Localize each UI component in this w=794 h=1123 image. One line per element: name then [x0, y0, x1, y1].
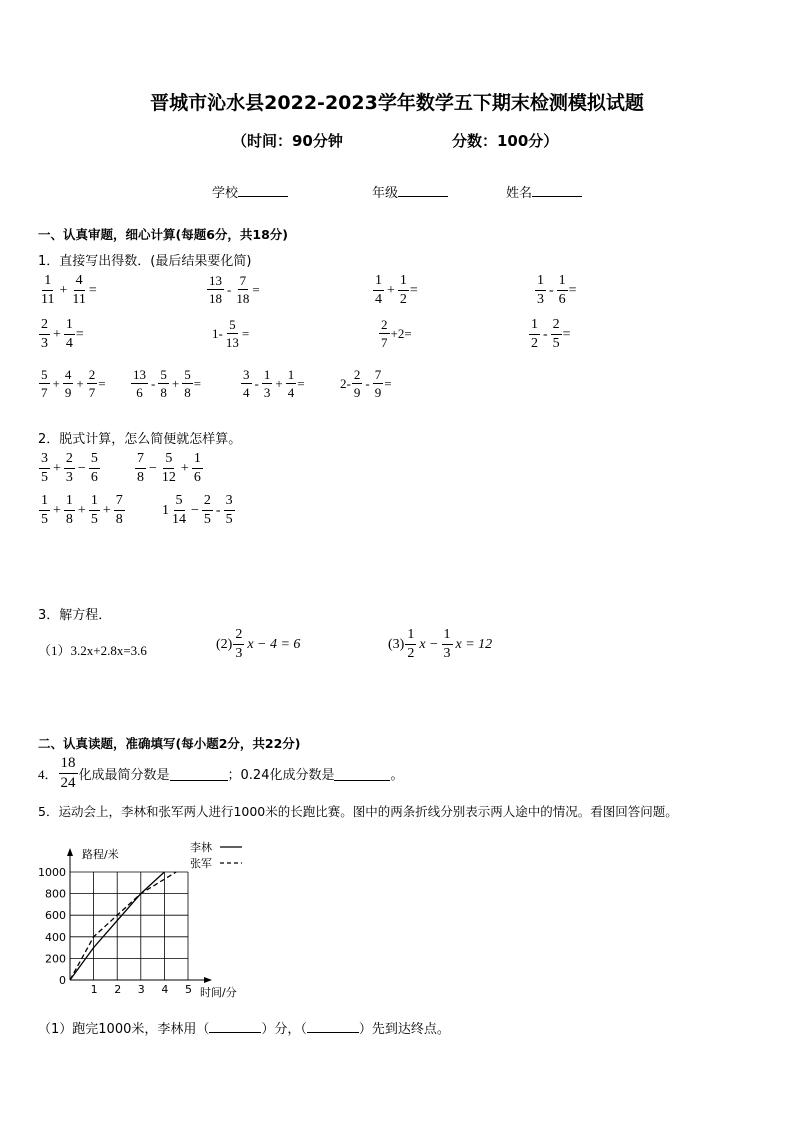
q1-r1-c: $\frac{1}{4}$ + $\frac{1}{2}$ =	[375, 273, 418, 307]
x-axis-label: 时间/分	[200, 986, 237, 999]
y-tick-1000: 1000	[38, 866, 66, 879]
q1-r2-b: 1- $\frac{5}{13}$ =	[212, 317, 250, 350]
q3-eq3: (3) $\frac{1}{2}$ x − $\frac{1}{3}$ x = 12	[388, 627, 493, 661]
exam-score: 分数：100分）	[452, 132, 559, 150]
q4-blank-2[interactable]	[334, 766, 390, 781]
y-tick-400: 400	[45, 930, 66, 944]
q1-r1-b: $\frac{13}{18}$ - $\frac{7}{18}$ =	[209, 273, 260, 306]
grade-field: 年级	[372, 182, 448, 201]
chart-grid	[70, 872, 188, 980]
q1-r2-d: $\frac{1}{2}$ - $\frac{2}{5}$ =	[531, 317, 571, 351]
x-tick-3: 3	[137, 983, 145, 996]
q2-d: 1 $\frac{5}{14}$ − $\frac{2}{5}$ - $\frac{3}{5}$	[162, 493, 233, 527]
q5-1-blank-2[interactable]	[307, 1018, 359, 1033]
legend-zhang: 张军	[190, 857, 212, 870]
q1-r2-c: $\frac{2}{7}$ +2=	[381, 317, 412, 350]
x-tick-5: 5	[185, 983, 192, 996]
y-tick-600: 600	[45, 909, 66, 923]
q1-r3-d: 2- $\frac{2}{9}$ - $\frac{7}{9}$ =	[340, 367, 392, 400]
q5-1: （1）跑完1000米，李林用（ ）分，（ ）先到达终点。	[38, 1018, 450, 1037]
legend-li: 李林	[190, 841, 212, 854]
q1-r3-a: $\frac{5}{7}$ + $\frac{4}{9}$ + $\frac{2}{7}$ =	[41, 367, 106, 400]
page-title: 晋城市沁水县2022-2023学年数学五下期末检测模拟试题	[150, 92, 644, 114]
y-tick-200: 200	[45, 952, 66, 966]
q1-r3-b: $\frac{13}{6}$ - $\frac{5}{8}$ + $\frac{5}{8}$ =	[133, 367, 202, 400]
q3-eq1: （1）3.2x+2.8x=3.6	[38, 643, 147, 658]
q1-r2-a: $\frac{2}{3}$ + $\frac{1}{4}$ =	[41, 317, 84, 351]
y-axis-label: 路程/米	[82, 848, 119, 861]
chart-legend	[190, 840, 242, 870]
x-tick-1: 1	[90, 983, 98, 996]
q2-b: $\frac{7}{8}$ − $\frac{5}{12}$ + $\frac{1}{6}$	[137, 451, 201, 485]
x-tick-2: 2	[114, 983, 122, 996]
section-1-heading: 一、认真审题，细心计算(每题6分，共18分)	[38, 227, 289, 242]
distance-time-chart	[30, 838, 260, 1008]
q3-label: 3．解方程．	[38, 608, 112, 623]
section-2-heading: 二、认真读题，准确填写(每小题2分，共22分)	[38, 736, 301, 751]
q4: 4． $\frac{18}{24}$ 化成最简分数是 ；0.24化成分数是 。	[38, 755, 404, 791]
q1-r3-c: $\frac{3}{4}$ - $\frac{1}{3}$ + $\frac{1}{4}$ =	[243, 367, 305, 400]
x-axis-arrow	[204, 977, 212, 983]
q2-label: 2．脱式计算，怎么简便就怎样算。	[38, 432, 242, 447]
y-axis-arrow	[67, 848, 73, 856]
q2-a: $\frac{3}{5}$ + $\frac{2}{3}$ − $\frac{5}{6}$	[41, 451, 98, 485]
name-field: 姓名	[506, 182, 582, 201]
y-tick-800: 800	[45, 887, 66, 901]
q2-c: $\frac{1}{5}$ + $\frac{1}{8}$ + $\frac{1}{5}$ + $\frac{7}{8}$	[41, 493, 123, 527]
q4-blank-1[interactable]	[170, 766, 228, 781]
q1-r1-a: $\frac{1}{11}$ + $\frac{4}{11}$ =	[41, 273, 97, 307]
school-field: 学校	[212, 182, 288, 201]
q1-r1-d: $\frac{1}{3}$ - $\frac{1}{6}$ =	[537, 273, 577, 307]
exam-time: （时间：90分钟	[232, 132, 343, 150]
origin-label: 0	[59, 974, 66, 987]
chart-ticks	[38, 866, 192, 996]
q5-1-blank-1[interactable]	[209, 1018, 261, 1033]
q3-eq2: (2) $\frac{2}{3}$ x − 4 = 6	[216, 627, 301, 661]
x-tick-4: 4	[161, 983, 169, 996]
q5-text: 5．运动会上，李林和张军两人进行1000米的长跑比赛。图中的两条折线分别表示两人途中的情况。看图回答问题。	[38, 804, 678, 819]
chart-series	[70, 872, 176, 980]
q1-label: 1．直接写出得数．(最后结果要化简)	[38, 254, 252, 269]
series-line-1	[70, 872, 176, 980]
